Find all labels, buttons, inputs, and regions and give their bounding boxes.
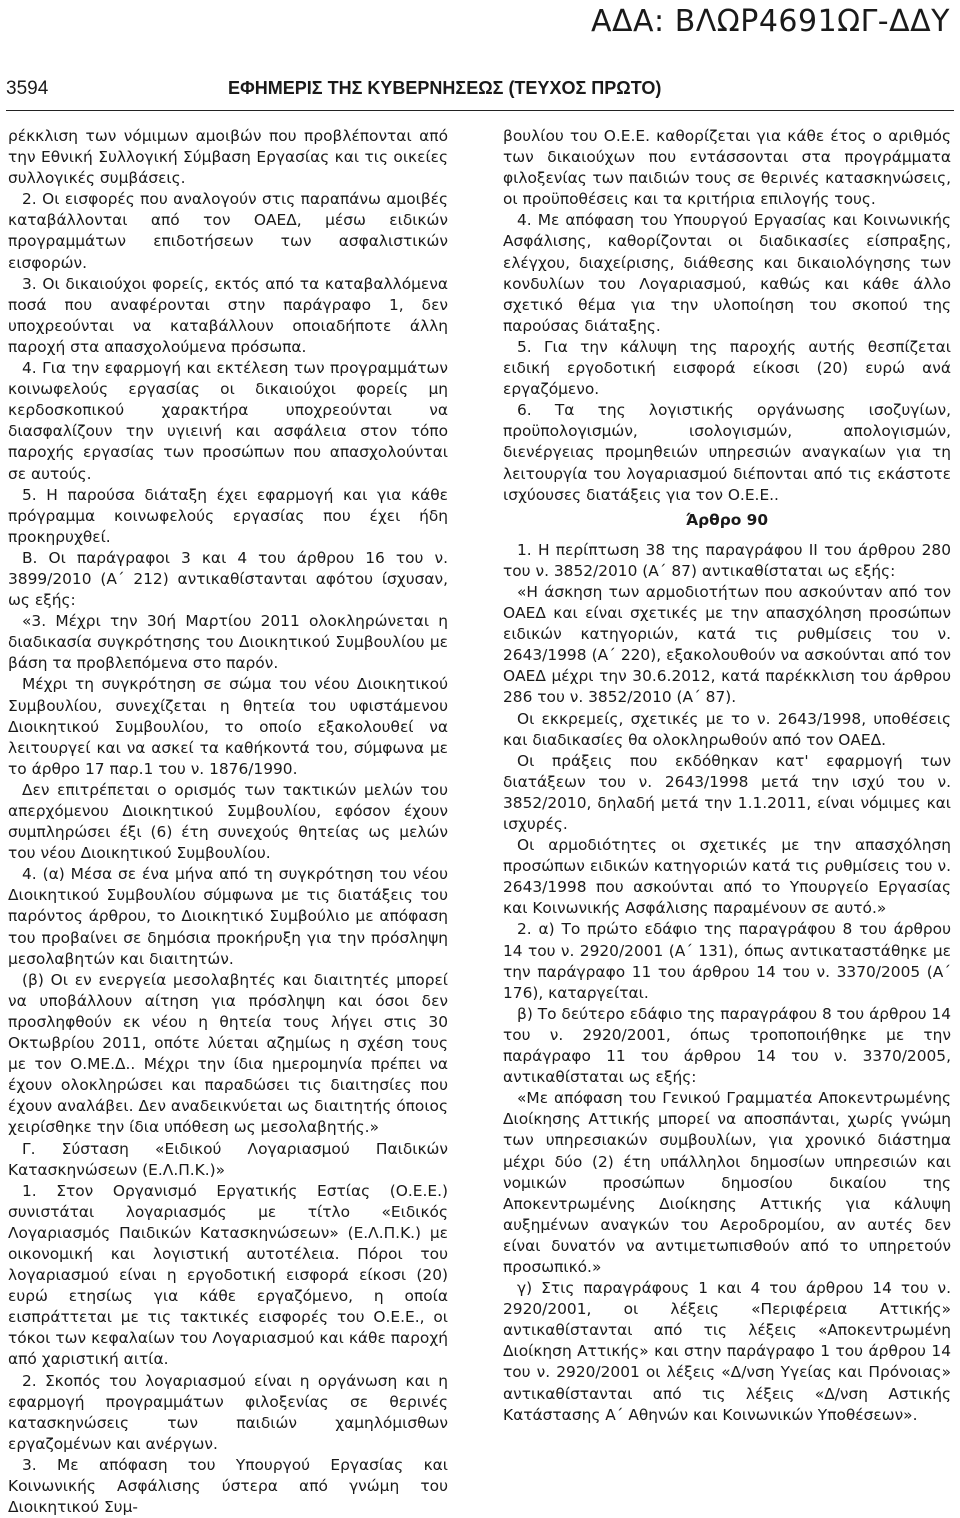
paragraph: Δεν επιτρέπεται ο ορισμός των τακτικών μελών του απερχόμενου Διοικητικού Συμβουλίου, εφόσον έχουν συμπληρώσει έξι (6) έτη συνεχούς θητείας ως μελών του νέου Διοικητικού Συμβουλίου. (8, 780, 448, 863)
paragraph: Οι πράξεις που εκδόθηκαν κατ' εφαρμογή των διατάξεων του ν. 2643/1998 μετά την ισχύ του ν. 3852/2010, δηλαδή μετά την 1.1.2011, είναι νόμιμες και ισχυρές. (503, 751, 951, 833)
paragraph: Οι αρμοδιότητες οι σχετικές με την απασχόληση προσώπων ειδικών κατηγοριών κατά τις ρυθμίσεις του ν. 2643/1998 που ασκούνται από το Υπουργείο Εργασίας και Κοινωνικής Ασφάλισης παραμένουν σε αυτό.» (503, 836, 951, 918)
gazette-header (6, 76, 954, 111)
gazette-title: ΕΦΗΜΕΡΙΣ ΤΗΣ ΚΥΒΕΡΝΗΣΕΩΣ (ΤΕΥΧΟΣ ΠΡΩΤΟ) (228, 78, 662, 98)
paragraph: Γ. Σύσταση «Ειδικού Λογαριασμού Παιδικών Κατασκηνώσεων (Ε.Λ.Π.Κ.)» (8, 1139, 448, 1179)
ada-code: ΑΔΑ: ΒΛΩΡ4691ΩΓ-ΔΔΥ (590, 4, 950, 39)
paragraph: 4. (α) Μέσα σε ένα μήνα από τη συγκρότηση του νέου Διοικητικού Συμβουλίου σύμφωνα με τις διατάξεις του παρόντος άρθρου, το Διοικητικό Συμβούλιο με απόφαση του προβαίνει σε δημόσια προκήρυξη για την πρόσληψη μεσολαβητών και διαιτητών. (8, 865, 448, 968)
paragraph: 6. Τα της λογιστικής οργάνωσης ισοζυγίων, προϋπολογισμών, ισολογισμών, απολογισμών, διενέργειας προμηθειών υπηρεσιών αναγκαίων για τη λειτουργία του λογαριασμού διέπονται από τις εκάστοτε ισχύουσες διατάξεις για τον Ο.Ε.Ε.. (503, 401, 951, 504)
page-number: 3594 (6, 78, 49, 99)
right-column (503, 126, 951, 1426)
paragraph: 4. Για την εφαρμογή και εκτέλεση των προγραμμάτων κοινωφελούς εργασίας οι δικαιούχοι φορείς μη κερδοσκοπικού χαρακτήρα υποχρεούνται να διασφαλίζουν την υγιεινή και ασφάλεια στον τόπο παροχής εργασίας των προσώπων που απασχολούνται σε αυτούς. (8, 359, 448, 483)
paragraph: «Η άσκηση των αρμοδιοτήτων που ασκούνταν από τον ΟΑΕΔ και είναι σχετικές με την απασχόληση προσώπων ειδικών κατηγοριών, κατά τις ρυθμίσεις του ν. 2643/1998 (Α΄ 220), εξακολουθούν να ασκούνται από τον ΟΑΕΔ μέχρι την 30.6.2012, κατά παρέκκλιση του άρθρου 286 του ν. 3852/2010 (Α΄ 87). (503, 582, 951, 707)
paragraph: 2. Σκοπός του λογαριασμού είναι η οργάνωση και η εφαρμογή προγραμμάτων φιλοξενίας σε θερινές κατασκηνώσεις των παιδιών χαμηλόμισθων εργαζομένων και ανέργων. (8, 1371, 448, 1453)
paragraph: ρέκκλιση των νόμιμων αμοιβών που προβλέπονται από την Εθνική Συλλογική Σύμβαση Εργασίας και τις οικείες συλλογικές συμβάσεις. (8, 127, 448, 188)
paragraph: β) Το δεύτερο εδάφιο της παραγράφου 8 του άρθρου 14 του ν. 2920/2001, όπως τροποποιήθηκε με την παράγραφο 11 του άρθρου 14 του ν. 3370/2005, αντικαθίσταται ως εξής: (503, 1004, 952, 1087)
paragraph: «3. Μέχρι την 30ή Μαρτίου 2011 ολοκληρώνεται η διαδικασία συγκρότησης του Διοικητικού Συμβουλίου με βάση τα προβλεπόμενα στο παρόν. (8, 612, 448, 673)
paragraph: 3. Με απόφαση του Υπουργού Εργασίας και Κοινωνικής Ασφάλισης ύστερα από γνώμη του Διοικητικού Συμ- (8, 1455, 448, 1517)
left-column (8, 126, 448, 1518)
paragraph: 2. α) Το πρώτο εδάφιο της παραγράφου 8 του άρθρου 14 του ν. 2920/2001 (Α΄ 131), όπως αντικαταστάθηκε με την παράγραφο 11 του άρθρου 14 του ν. 3370/2005 (Α΄ 176), καταργείται. (503, 920, 951, 1002)
paragraph: Β. Οι παράγραφοι 3 και 4 του άρθρου 16 του ν. 3899/2010 (Α΄ 212) αντικαθίστανται αφότου ίσχυσαν, ως εξής: (8, 548, 448, 610)
paragraph: 1. Η περίπτωση 38 της παραγράφου ΙΙ του άρθρου 280 του ν. 3852/2010 (Α΄ 87) αντικαθίσταται ως εξής: (503, 540, 951, 580)
paragraph: βουλίου του Ο.Ε.Ε. καθορίζεται για κάθε έτος ο αριθμός των δικαιούχων που εντάσσονται στα προγράμματα φιλοξενίας των παιδιών τους σε θερινές κατασκηνώσεις, οι προϋποθέσεις και τα κριτήρια επιλογής τους. (503, 127, 951, 209)
paragraph: 5. Για την κάλυψη της παροχής αυτής θεσπίζεται ειδική εργοδοτική εισφορά είκοσι (20) ευρώ ανά εργαζόμενο. (503, 337, 951, 399)
paragraph: «Με απόφαση του Γενικού Γραμματέα Αποκεντρωμένης Διοίκησης Αττικής μπορεί να αποσπάνται, χωρίς γνώμη των υπηρεσιακών συμβουλίων, για χρονικό διάστημα μέχρι δύο (2) έτη υπάλληλοι δημοσίων υπηρεσιών και νομικών προσώπων δημοσίου δικαίου της Αποκεντρωμένης Διοίκησης Αττικής για κάλυψη αυξημένων αναγκών του Αεροδρομίου, αν αυτές δεν είναι δυνατόν να αντιμετωπισθούν από το υπηρετούν προσωπικό.» (503, 1089, 951, 1276)
paragraph: Οι εκκρεμείς, σχετικές με το ν. 2643/1998, υποθέσεις και διαδικασίες θα ολοκληρωθούν από τον ΟΑΕΔ. (503, 709, 951, 749)
paragraph: 3. Οι δικαιούχοι φορείς, εκτός από τα καταβαλλόμενα ποσά που αναφέρονται στην παράγραφο 1, δεν υποχρεούνται να καταβάλλουν οποιαδήποτε άλλη παροχή στα απασχολούμενα πρόσωπα. (8, 274, 448, 356)
paragraph: 4. Με απόφαση του Υπουργού Εργασίας και Κοινωνικής Ασφάλισης, καθορίζονται οι διαδικασίες είσπραξης, ελέγχου, διαχείρισης, διάθεσης και δικαιολόγησης των κονδυλίων του Λογαριασμού, καθώς και κάθε άλλο σχετικό θέμα για την υλοποίηση του σκοπού της παρούσας διάταξης. (503, 211, 951, 335)
paragraph: Μέχρι τη συγκρότηση σε σώμα του νέου Διοικητικού Συμβουλίου, συνεχίζεται η θητεία του υφιστάμενου Διοικητικού Συμβουλίου, το οποίο εξακολουθεί να λειτουργεί και να ασκεί τα καθήκοντά του, σύμφωνα με το άρθρο 17 παρ.1 του ν. 1876/1990. (8, 675, 448, 778)
article-heading: Άρθρο 90 (685, 510, 769, 529)
paragraph: 5. Η παρούσα διάταξη έχει εφαρμογή και για κάθε πρόγραμμα κοινωφελούς εργασίας που έχει ήδη προκηρυχθεί. (8, 485, 448, 546)
paragraph: γ) Στις παραγράφους 1 και 4 του άρθρου 14 του ν. 2920/2001, οι λέξεις «Περιφέρεια Αττικής» αντικαθίστανται από τις λέξεις «Αποκεντρωμένη Διοίκηση Αττικής» και στην παράγραφο 1 του άρθρου 14 του ν. 2920/2001 οι λέξεις «Δ/νση Υγείας και Πρόνοιας» αντικαθίστανται από τις λέξεις «Δ/νση Αστικής Κατάστασης Α΄ Αθηνών και Κοινωνικών Υποθέσεων». (503, 1279, 951, 1424)
paragraph: 2. Οι εισφορές που αναλογούν στις παραπάνω αμοιβές καταβάλλονται από τον ΟΑΕΔ, μέσω ειδικών προγραμμάτων επιδοτήσεων των ασφαλιστικών εισφορών. (8, 190, 448, 272)
paragraph: 1. Στον Οργανισμό Εργατικής Εστίας (Ο.Ε.Ε.) συνιστάται λογαριασμός με τίτλο «Ειδικός Λογαριασμός Παιδικών Κατασκηνώσεων» (Ε.Λ.Π.Κ.) με οικονομική και λογιστική αυτοτέλεια. Πόροι του λογαριασμού είναι η εργοδοτική εισφορά είκοσι (20) ευρώ ετησίως για κάθε εργαζόμενο, η οποία εισπράττεται με τις τακτικές εισφορές του Ο.Ε.Ε., οι τόκοι των κεφαλαίων του Λογαριασμού και κάθε παροχή από χαριστική αιτία. (8, 1181, 448, 1369)
paragraph: (β) Οι εν ενεργεία μεσολαβητές και διαιτητές μπορεί να υποβάλλουν αίτηση για πρόσληψη και όσοι δεν προσληφθούν εκ νέου η θητεία τους λήγει στις 30 Οκτωβρίου 2011, οπότε λύεται αζημίως η σχέση τους με τον Ο.ΜΕ.Δ.. Μέχρι την ίδια ημερομηνία πρέπει να έχουν ολοκληρώσει και παραδώσει τις διαιτησίες που έχουν αναλάβει. Δεν αναδεικνύεται ως διαιτητής όποιος χειρίσθηκε την ίδια υπόθεση ως μεσολαβητής.» (8, 970, 448, 1137)
